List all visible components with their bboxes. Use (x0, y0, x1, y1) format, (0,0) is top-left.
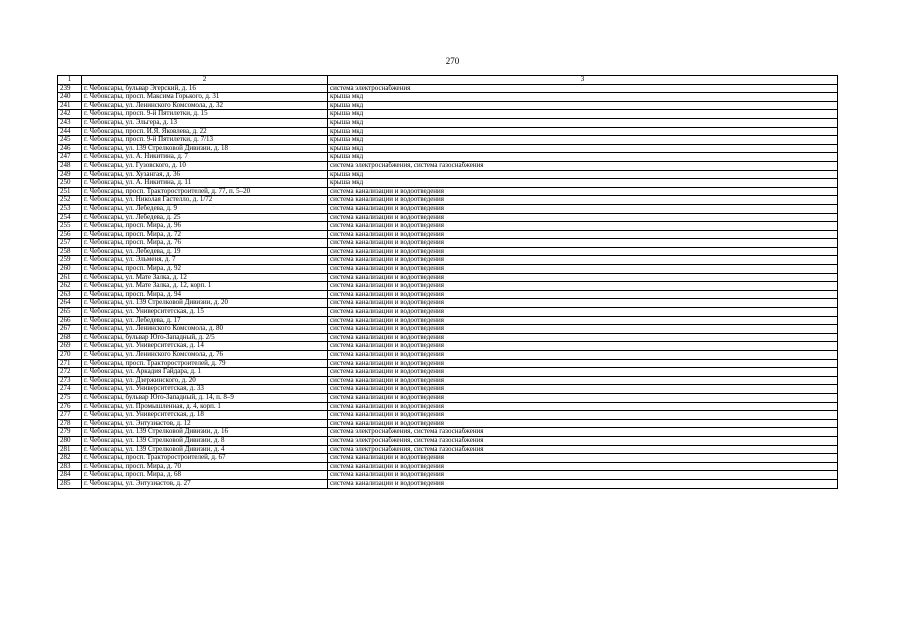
table-row (58, 187, 838, 196)
row-system-cell: система канализации и водоотведения (328, 247, 838, 256)
row-number-cell: 285 (58, 479, 82, 488)
table-row (58, 308, 838, 317)
row-number-cell: 254 (58, 213, 82, 222)
row-system-cell: система канализации и водоотведения (328, 273, 838, 282)
row-address-cell: г. Чебоксары, ул. Лебедева, д. 19 (82, 247, 328, 256)
row-number-cell: 243 (58, 118, 82, 127)
row-address-cell: г. Чебоксары, ул. 139 Стрелковой Дивизии, д. 16 (82, 428, 328, 437)
row-number-cell: 256 (58, 230, 82, 239)
row-number-cell: 270 (58, 351, 82, 360)
table-row (58, 196, 838, 205)
row-address-cell: г. Чебоксары, ул. А. Никитина, д. 11 (82, 179, 328, 188)
row-address-cell: г. Чебоксары, ул. Энтузиастов, д. 12 (82, 419, 328, 428)
table-row (58, 118, 838, 127)
table-row (58, 93, 838, 102)
row-address-cell: г. Чебоксары, ул. Ленинского Комсомола, д. 76 (82, 351, 328, 360)
table-row (58, 204, 838, 213)
table-row (58, 153, 838, 162)
table-row (58, 359, 838, 368)
row-number-cell: 271 (58, 359, 82, 368)
row-number-cell: 249 (58, 170, 82, 179)
row-address-cell: г. Чебоксары, ул. 139 Стрелковой Дивизии, д. 18 (82, 144, 328, 153)
row-address-cell: г. Чебоксары, ул. Лебедева, д. 25 (82, 213, 328, 222)
row-system-cell: крыша мкд (328, 127, 838, 136)
row-system-cell: система канализации и водоотведения (328, 187, 838, 196)
row-system-cell: система канализации и водоотведения (328, 265, 838, 274)
row-system-cell: система канализации и водоотведения (328, 282, 838, 291)
row-number-cell: 269 (58, 342, 82, 351)
row-number-cell: 245 (58, 136, 82, 145)
row-number-cell: 262 (58, 282, 82, 291)
table-row (58, 333, 838, 342)
row-address-cell: г. Чебоксары, просп. Тракторостроителей, д. 77, п. 5–20 (82, 187, 328, 196)
row-number-cell: 265 (58, 308, 82, 317)
table-row (58, 247, 838, 256)
table-row (58, 127, 838, 136)
row-system-cell: система канализации и водоотведения (328, 316, 838, 325)
row-system-cell: система канализации и водоотведения (328, 411, 838, 420)
table-row (58, 411, 838, 420)
row-system-cell: крыша мкд (328, 179, 838, 188)
row-address-cell: г. Чебоксары, просп. Мира, д. 92 (82, 265, 328, 274)
row-system-cell: крыша мкд (328, 170, 838, 179)
row-number-cell: 274 (58, 385, 82, 394)
table-row (58, 479, 838, 488)
row-system-cell: система канализации и водоотведения (328, 239, 838, 248)
row-address-cell: г. Чебоксары, ул. Мате Залка, д. 12, корп. 1 (82, 282, 328, 291)
row-address-cell: г. Чебоксары, ул. А. Никитина, д. 7 (82, 153, 328, 162)
row-system-cell: система канализации и водоотведения (328, 213, 838, 222)
table-row (58, 213, 838, 222)
row-address-cell: г. Чебоксары, просп. Мира, д. 70 (82, 462, 328, 471)
row-system-cell: система канализации и водоотведения (328, 325, 838, 334)
row-system-cell: система канализации и водоотведения (328, 308, 838, 317)
row-number-cell: 239 (58, 84, 82, 93)
row-system-cell: система канализации и водоотведения (328, 385, 838, 394)
table-row (58, 282, 838, 291)
row-address-cell: г. Чебоксары, ул. Лебедева, д. 9 (82, 204, 328, 213)
row-number-cell: 284 (58, 471, 82, 480)
row-system-cell: система канализации и водоотведения (328, 342, 838, 351)
table-row (58, 110, 838, 119)
table-row (58, 342, 838, 351)
row-number-cell: 258 (58, 247, 82, 256)
row-number-cell: 242 (58, 110, 82, 119)
row-address-cell: г. Чебоксары, ул. Лебедева, д. 17 (82, 316, 328, 325)
header-cell-number: 1 (58, 76, 82, 85)
row-address-cell: г. Чебоксары, ул. Университетская, д. 18 (82, 411, 328, 420)
row-address-cell: г. Чебоксары, просп. Мира, д. 94 (82, 290, 328, 299)
row-system-cell: система канализации и водоотведения (328, 462, 838, 471)
table-row (58, 325, 838, 334)
page-number: 270 (445, 56, 460, 66)
table-row (58, 265, 838, 274)
row-number-cell: 252 (58, 196, 82, 205)
row-address-cell: г. Чебоксары, ул. Университетская, д. 14 (82, 342, 328, 351)
table-row (58, 454, 838, 463)
row-address-cell: г. Чебоксары, ул. Эльгера, д. 13 (82, 118, 328, 127)
row-address-cell: г. Чебоксары, ул. Николая Гастелло, д. 1/72 (82, 196, 328, 205)
row-system-cell: система электроснабжения (328, 84, 838, 93)
table-row (58, 239, 838, 248)
row-number-cell: 248 (58, 161, 82, 170)
table-row (58, 368, 838, 377)
row-address-cell: г. Чебоксары, ул. Промышленная, д. 4, корп. 1 (82, 402, 328, 411)
row-address-cell: г. Чебоксары, ул. Аркадия Гайдара, д. 1 (82, 368, 328, 377)
table-row (58, 428, 838, 437)
table-header-row (58, 76, 838, 85)
table-row (58, 161, 838, 170)
row-address-cell: г. Чебоксары, ул. Университетская, д. 15 (82, 308, 328, 317)
row-number-cell: 260 (58, 265, 82, 274)
row-number-cell: 275 (58, 393, 82, 402)
row-system-cell: система электроснабжения, система газоснабжения (328, 445, 838, 454)
row-system-cell: система канализации и водоотведения (328, 196, 838, 205)
row-address-cell: г. Чебоксары, ул. Мате Залка, д. 12 (82, 273, 328, 282)
row-address-cell: г. Чебоксары, просп. Мира, д. 96 (82, 222, 328, 231)
row-number-cell: 276 (58, 402, 82, 411)
row-number-cell: 267 (58, 325, 82, 334)
row-address-cell: г. Чебоксары, просп. 9-й Пятилетки, д. 7/13 (82, 136, 328, 145)
row-address-cell: г. Чебоксары, ул. Энтузиастов, д. 27 (82, 479, 328, 488)
row-number-cell: 244 (58, 127, 82, 136)
row-number-cell: 255 (58, 222, 82, 231)
row-number-cell: 247 (58, 153, 82, 162)
row-address-cell: г. Чебоксары, ул. Ленинского Комсомола, д. 32 (82, 101, 328, 110)
row-number-cell: 278 (58, 419, 82, 428)
row-number-cell: 241 (58, 101, 82, 110)
row-system-cell: крыша мкд (328, 101, 838, 110)
row-system-cell: система канализации и водоотведения (328, 333, 838, 342)
table-row (58, 144, 838, 153)
row-number-cell: 281 (58, 445, 82, 454)
row-number-cell: 251 (58, 187, 82, 196)
table-row (58, 84, 838, 93)
table-row (58, 376, 838, 385)
table-row (58, 256, 838, 265)
row-system-cell: система канализации и водоотведения (328, 479, 838, 488)
table-row (58, 101, 838, 110)
row-address-cell: г. Чебоксары, просп. Мира, д. 72 (82, 230, 328, 239)
row-number-cell: 273 (58, 376, 82, 385)
row-address-cell: г. Чебоксары, ул. Дзержинского, д. 20 (82, 376, 328, 385)
row-address-cell: г. Чебоксары, просп. Мира, д. 68 (82, 471, 328, 480)
table-row (58, 462, 838, 471)
row-system-cell: система канализации и водоотведения (328, 230, 838, 239)
row-system-cell: система электроснабжения, система газоснабжения (328, 436, 838, 445)
row-system-cell: система канализации и водоотведения (328, 359, 838, 368)
row-number-cell: 277 (58, 411, 82, 420)
row-number-cell: 259 (58, 256, 82, 265)
table-row (58, 351, 838, 360)
row-system-cell: крыша мкд (328, 136, 838, 145)
row-address-cell: г. Чебоксары, бульвар Юго-Западный, д. 2/5 (82, 333, 328, 342)
row-address-cell: г. Чебоксары, просп. Тракторостроителей, д. 79 (82, 359, 328, 368)
row-address-cell: г. Чебоксары, ул. Эльменя, д. 7 (82, 256, 328, 265)
table-row (58, 419, 838, 428)
row-system-cell: система канализации и водоотведения (328, 299, 838, 308)
row-system-cell: система электроснабжения, система газоснабжения (328, 428, 838, 437)
row-number-cell: 268 (58, 333, 82, 342)
row-address-cell: г. Чебоксары, ул. Ленинского Комсомола, д. 80 (82, 325, 328, 334)
row-system-cell: система канализации и водоотведения (328, 376, 838, 385)
row-system-cell: система канализации и водоотведения (328, 351, 838, 360)
table-row (58, 402, 838, 411)
row-system-cell: крыша мкд (328, 93, 838, 102)
row-number-cell: 253 (58, 204, 82, 213)
table-row (58, 393, 838, 402)
row-address-cell: г. Чебоксары, ул. Гузовского, д. 10 (82, 161, 328, 170)
row-address-cell: г. Чебоксары, ул. 139 Стрелковой Дивизии, д. 8 (82, 436, 328, 445)
row-address-cell: г. Чебоксары, бульвар Юго-Западный, д. 14, п. 8–9 (82, 393, 328, 402)
row-system-cell: система канализации и водоотведения (328, 368, 838, 377)
table-row (58, 170, 838, 179)
row-number-cell: 261 (58, 273, 82, 282)
row-system-cell: система канализации и водоотведения (328, 402, 838, 411)
row-address-cell: г. Чебоксары, ул. Университетская, д. 33 (82, 385, 328, 394)
row-address-cell: г. Чебоксары, просп. Тракторостроителей, д. 67 (82, 454, 328, 463)
row-system-cell: система канализации и водоотведения (328, 419, 838, 428)
row-system-cell: система канализации и водоотведения (328, 290, 838, 299)
row-system-cell: система канализации и водоотведения (328, 471, 838, 480)
addresses-table (57, 75, 838, 489)
row-system-cell: система канализации и водоотведения (328, 204, 838, 213)
row-address-cell: г. Чебоксары, ул. Хузангая, д. 36 (82, 170, 328, 179)
row-number-cell: 264 (58, 299, 82, 308)
row-number-cell: 280 (58, 436, 82, 445)
row-address-cell: г. Чебоксары, бульвар Эгерский, д. 16 (82, 84, 328, 93)
row-address-cell: г. Чебоксары, ул. 139 Стрелковой Дивизии, д. 4 (82, 445, 328, 454)
table-row (58, 136, 838, 145)
table-row (58, 436, 838, 445)
row-number-cell: 266 (58, 316, 82, 325)
header-cell-address: 2 (82, 76, 328, 85)
header-cell-system: 3 (328, 76, 838, 85)
row-system-cell: крыша мкд (328, 144, 838, 153)
row-number-cell: 263 (58, 290, 82, 299)
table-row (58, 316, 838, 325)
table-row (58, 471, 838, 480)
row-number-cell: 279 (58, 428, 82, 437)
table-row (58, 299, 838, 308)
table-row (58, 290, 838, 299)
row-number-cell: 272 (58, 368, 82, 377)
table-row (58, 445, 838, 454)
table-row (58, 179, 838, 188)
row-system-cell: крыша мкд (328, 110, 838, 119)
row-address-cell: г. Чебоксары, просп. Мира, д. 76 (82, 239, 328, 248)
row-system-cell: система канализации и водоотведения (328, 393, 838, 402)
table-row (58, 222, 838, 231)
row-number-cell: 240 (58, 93, 82, 102)
row-system-cell: крыша мкд (328, 153, 838, 162)
row-number-cell: 283 (58, 462, 82, 471)
row-address-cell: г. Чебоксары, ул. 139 Стрелковой Дивизии, д. 20 (82, 299, 328, 308)
table-row (58, 230, 838, 239)
table-row (58, 273, 838, 282)
row-number-cell: 282 (58, 454, 82, 463)
row-system-cell: крыша мкд (328, 118, 838, 127)
row-address-cell: г. Чебоксары, просп. И.Я. Яковлева, д. 22 (82, 127, 328, 136)
row-address-cell: г. Чебоксары, просп. 9-й Пятилетки, д. 15 (82, 110, 328, 119)
row-system-cell: система канализации и водоотведения (328, 222, 838, 231)
row-system-cell: система канализации и водоотведения (328, 256, 838, 265)
row-number-cell: 250 (58, 179, 82, 188)
row-number-cell: 246 (58, 144, 82, 153)
row-system-cell: система электроснабжения, система газоснабжения (328, 161, 838, 170)
table-row (58, 385, 838, 394)
row-system-cell: система канализации и водоотведения (328, 454, 838, 463)
row-number-cell: 257 (58, 239, 82, 248)
row-address-cell: г. Чебоксары, просп. Максима Горького, д. 31 (82, 93, 328, 102)
